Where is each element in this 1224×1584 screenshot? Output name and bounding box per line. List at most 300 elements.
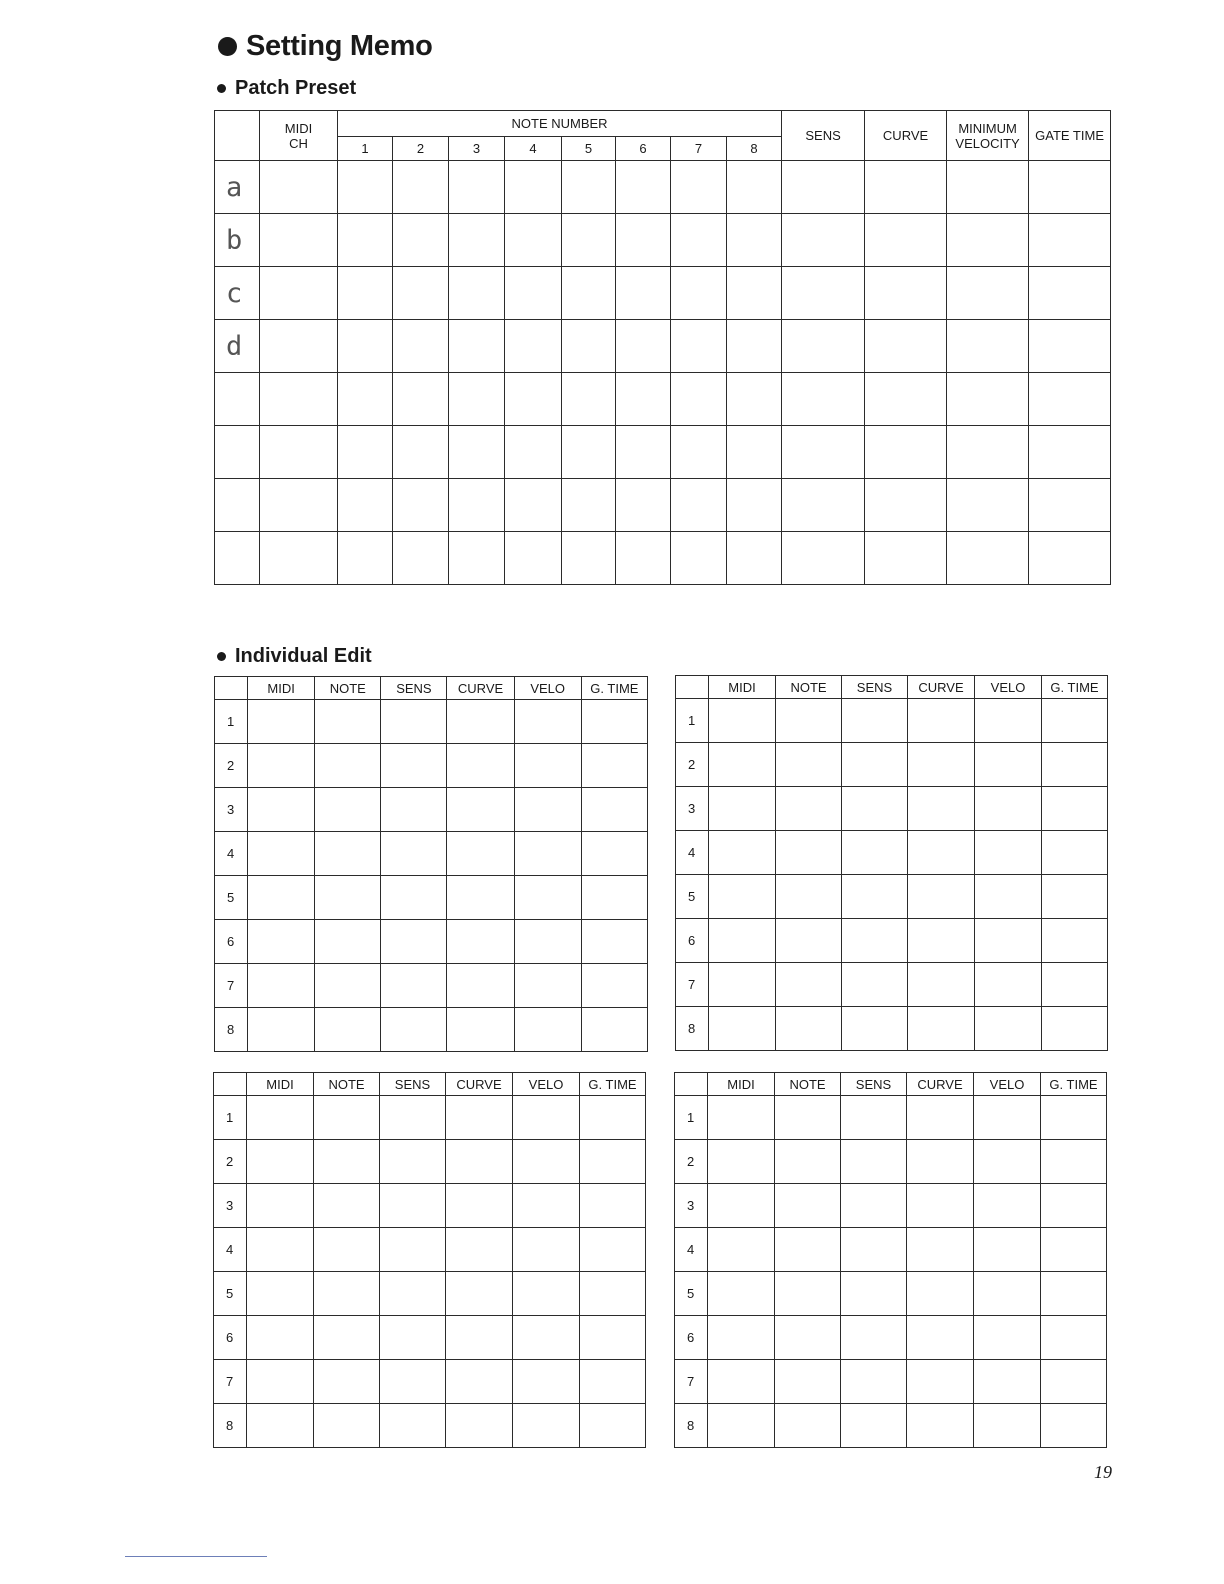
- entry-cell[interactable]: [775, 1360, 841, 1404]
- entry-cell[interactable]: [1041, 1316, 1107, 1360]
- entry-cell[interactable]: [908, 743, 975, 787]
- entry-cell[interactable]: [446, 1096, 513, 1140]
- entry-cell[interactable]: [907, 1228, 974, 1272]
- entry-cell[interactable]: [782, 320, 865, 373]
- entry-cell[interactable]: [514, 744, 581, 788]
- entry-cell[interactable]: [581, 832, 647, 876]
- entry-cell[interactable]: [393, 320, 449, 373]
- entry-cell[interactable]: [708, 1184, 775, 1228]
- entry-cell[interactable]: [248, 964, 315, 1008]
- entry-cell[interactable]: [562, 161, 616, 214]
- entry-cell[interactable]: [908, 699, 975, 743]
- entry-cell[interactable]: [709, 919, 776, 963]
- entry-cell[interactable]: [708, 1228, 775, 1272]
- entry-cell[interactable]: [1041, 1228, 1107, 1272]
- entry-cell[interactable]: [315, 920, 381, 964]
- entry-cell[interactable]: [776, 699, 842, 743]
- entry-cell[interactable]: [709, 1007, 776, 1051]
- entry-cell[interactable]: [947, 161, 1029, 214]
- entry-cell[interactable]: [260, 320, 338, 373]
- entry-cell[interactable]: [1029, 320, 1111, 373]
- entry-cell[interactable]: [314, 1096, 380, 1140]
- entry-cell[interactable]: [505, 161, 562, 214]
- entry-cell[interactable]: [865, 214, 947, 267]
- entry-cell[interactable]: [393, 373, 449, 426]
- entry-cell[interactable]: [907, 1272, 974, 1316]
- entry-cell[interactable]: [260, 532, 338, 585]
- entry-cell[interactable]: [514, 788, 581, 832]
- entry-cell[interactable]: [1029, 267, 1111, 320]
- entry-cell[interactable]: [776, 831, 842, 875]
- entry-cell[interactable]: [947, 214, 1029, 267]
- entry-cell[interactable]: [974, 1360, 1041, 1404]
- entry-cell[interactable]: [727, 214, 782, 267]
- entry-cell[interactable]: [776, 1007, 842, 1051]
- entry-cell[interactable]: [709, 699, 776, 743]
- entry-cell[interactable]: [782, 479, 865, 532]
- entry-cell[interactable]: [947, 426, 1029, 479]
- entry-cell[interactable]: [381, 700, 447, 744]
- entry-cell[interactable]: [975, 919, 1042, 963]
- entry-cell[interactable]: [248, 700, 315, 744]
- entry-cell[interactable]: [865, 161, 947, 214]
- entry-cell[interactable]: [338, 373, 393, 426]
- footer-rule: [125, 1556, 267, 1557]
- entry-cell[interactable]: [776, 963, 842, 1007]
- entry-cell[interactable]: [446, 1228, 513, 1272]
- entry-cell[interactable]: [505, 426, 562, 479]
- entry-cell[interactable]: [865, 479, 947, 532]
- entry-cell[interactable]: [671, 373, 727, 426]
- entry-cell[interactable]: [842, 875, 908, 919]
- entry-cell[interactable]: [581, 744, 647, 788]
- entry-cell[interactable]: [446, 1360, 513, 1404]
- entry-cell[interactable]: [446, 1272, 513, 1316]
- entry-cell[interactable]: [727, 267, 782, 320]
- entry-cell[interactable]: [513, 1272, 580, 1316]
- entry-cell[interactable]: [1029, 479, 1111, 532]
- entry-cell[interactable]: [842, 919, 908, 963]
- entry-cell[interactable]: [380, 1404, 446, 1448]
- entry-cell[interactable]: [1029, 214, 1111, 267]
- entry-cell[interactable]: [907, 1140, 974, 1184]
- entry-cell[interactable]: [315, 788, 381, 832]
- entry-cell[interactable]: [380, 1316, 446, 1360]
- entry-cell[interactable]: [315, 964, 381, 1008]
- entry-cell[interactable]: [841, 1096, 907, 1140]
- entry-cell[interactable]: [338, 479, 393, 532]
- entry-cell[interactable]: [393, 479, 449, 532]
- entry-cell[interactable]: [513, 1096, 580, 1140]
- entry-cell[interactable]: [260, 426, 338, 479]
- entry-cell[interactable]: [1042, 875, 1108, 919]
- entry-cell[interactable]: [513, 1316, 580, 1360]
- entry-cell[interactable]: [514, 920, 581, 964]
- entry-cell[interactable]: [671, 267, 727, 320]
- entry-cell[interactable]: [671, 479, 727, 532]
- entry-cell[interactable]: [315, 744, 381, 788]
- entry-cell[interactable]: [580, 1360, 646, 1404]
- entry-cell[interactable]: [505, 532, 562, 585]
- entry-cell[interactable]: [1041, 1360, 1107, 1404]
- entry-cell[interactable]: [616, 214, 671, 267]
- entry-cell[interactable]: [1029, 161, 1111, 214]
- entry-cell[interactable]: [505, 320, 562, 373]
- entry-cell[interactable]: [616, 373, 671, 426]
- entry-cell[interactable]: [841, 1316, 907, 1360]
- entry-cell[interactable]: [1042, 963, 1108, 1007]
- entry-cell[interactable]: [314, 1228, 380, 1272]
- entry-cell[interactable]: [449, 161, 505, 214]
- entry-cell[interactable]: [447, 832, 514, 876]
- entry-cell[interactable]: [782, 214, 865, 267]
- entry-cell[interactable]: [380, 1228, 446, 1272]
- entry-cell[interactable]: [671, 161, 727, 214]
- entry-cell[interactable]: [841, 1140, 907, 1184]
- entry-cell[interactable]: [580, 1316, 646, 1360]
- entry-cell[interactable]: [338, 267, 393, 320]
- entry-cell[interactable]: [260, 373, 338, 426]
- entry-cell[interactable]: [975, 699, 1042, 743]
- entry-cell[interactable]: [947, 532, 1029, 585]
- entry-cell[interactable]: [380, 1096, 446, 1140]
- entry-cell[interactable]: [841, 1228, 907, 1272]
- entry-cell[interactable]: [562, 479, 616, 532]
- entry-cell[interactable]: [315, 700, 381, 744]
- entry-cell[interactable]: [1029, 532, 1111, 585]
- entry-cell[interactable]: [381, 964, 447, 1008]
- entry-cell[interactable]: [947, 479, 1029, 532]
- entry-cell[interactable]: [393, 267, 449, 320]
- entry-cell[interactable]: [865, 373, 947, 426]
- entry-cell[interactable]: [248, 920, 315, 964]
- entry-cell[interactable]: [776, 743, 842, 787]
- entry-cell[interactable]: [775, 1404, 841, 1448]
- entry-cell[interactable]: [562, 320, 616, 373]
- entry-cell[interactable]: [975, 1007, 1042, 1051]
- entry-cell[interactable]: [975, 875, 1042, 919]
- entry-cell[interactable]: [907, 1184, 974, 1228]
- entry-cell[interactable]: [907, 1316, 974, 1360]
- entry-cell[interactable]: [841, 1404, 907, 1448]
- entry-cell[interactable]: [393, 532, 449, 585]
- entry-cell[interactable]: [449, 267, 505, 320]
- entry-cell[interactable]: [616, 161, 671, 214]
- entry-cell[interactable]: [708, 1272, 775, 1316]
- entry-cell[interactable]: [447, 744, 514, 788]
- entry-cell[interactable]: [947, 320, 1029, 373]
- entry-cell[interactable]: [908, 875, 975, 919]
- entry-cell[interactable]: [908, 963, 975, 1007]
- entry-cell[interactable]: [581, 920, 647, 964]
- entry-cell[interactable]: [775, 1184, 841, 1228]
- entry-cell[interactable]: [393, 214, 449, 267]
- entry-cell[interactable]: [449, 320, 505, 373]
- entry-cell[interactable]: [248, 744, 315, 788]
- entry-cell[interactable]: [1042, 1007, 1108, 1051]
- bullet-icon: [217, 84, 226, 93]
- entry-cell[interactable]: [580, 1228, 646, 1272]
- entry-cell[interactable]: [842, 963, 908, 1007]
- entry-cell[interactable]: [782, 373, 865, 426]
- entry-cell[interactable]: [381, 788, 447, 832]
- entry-cell[interactable]: [1042, 699, 1108, 743]
- entry-cell[interactable]: [513, 1360, 580, 1404]
- entry-cell[interactable]: [908, 831, 975, 875]
- entry-cell[interactable]: [708, 1360, 775, 1404]
- entry-cell[interactable]: [581, 700, 647, 744]
- entry-cell[interactable]: [314, 1184, 380, 1228]
- entry-cell[interactable]: [260, 161, 338, 214]
- entry-cell[interactable]: [974, 1272, 1041, 1316]
- entry-cell[interactable]: [380, 1272, 446, 1316]
- entry-cell[interactable]: [314, 1316, 380, 1360]
- entry-cell[interactable]: [775, 1316, 841, 1360]
- entry-cell[interactable]: [708, 1316, 775, 1360]
- entry-cell[interactable]: [708, 1140, 775, 1184]
- entry-cell[interactable]: [581, 1008, 647, 1052]
- entry-cell[interactable]: [841, 1184, 907, 1228]
- entry-cell[interactable]: [505, 214, 562, 267]
- entry-cell[interactable]: [260, 214, 338, 267]
- entry-cell[interactable]: [513, 1184, 580, 1228]
- entry-cell[interactable]: [315, 1008, 381, 1052]
- entry-cell[interactable]: [1041, 1096, 1107, 1140]
- entry-cell[interactable]: [505, 267, 562, 320]
- entry-cell[interactable]: [1042, 831, 1108, 875]
- entry-cell[interactable]: [616, 320, 671, 373]
- entry-cell[interactable]: [314, 1272, 380, 1316]
- entry-cell[interactable]: [580, 1272, 646, 1316]
- entry-cell[interactable]: [338, 214, 393, 267]
- entry-cell[interactable]: [247, 1096, 314, 1140]
- entry-cell[interactable]: [449, 426, 505, 479]
- entry-cell[interactable]: [842, 743, 908, 787]
- entry-cell[interactable]: [776, 875, 842, 919]
- entry-cell[interactable]: [581, 876, 647, 920]
- entry-cell[interactable]: [380, 1140, 446, 1184]
- entry-cell[interactable]: [505, 373, 562, 426]
- entry-cell[interactable]: [338, 426, 393, 479]
- entry-cell[interactable]: [775, 1096, 841, 1140]
- entry-cell[interactable]: [907, 1404, 974, 1448]
- entry-cell[interactable]: [449, 532, 505, 585]
- entry-cell[interactable]: [907, 1360, 974, 1404]
- entry-cell[interactable]: [975, 743, 1042, 787]
- entry-cell[interactable]: [580, 1140, 646, 1184]
- entry-cell[interactable]: [782, 161, 865, 214]
- entry-cell[interactable]: [727, 426, 782, 479]
- entry-cell[interactable]: [975, 963, 1042, 1007]
- entry-cell[interactable]: [247, 1228, 314, 1272]
- entry-cell[interactable]: [513, 1140, 580, 1184]
- entry-cell[interactable]: [381, 832, 447, 876]
- table-row: [675, 1228, 1107, 1272]
- entry-cell[interactable]: [842, 1007, 908, 1051]
- entry-cell[interactable]: [1029, 426, 1111, 479]
- entry-cell[interactable]: [580, 1096, 646, 1140]
- entry-cell[interactable]: [247, 1184, 314, 1228]
- entry-cell[interactable]: [908, 787, 975, 831]
- entry-cell[interactable]: [908, 919, 975, 963]
- entry-cell[interactable]: [616, 426, 671, 479]
- entry-cell[interactable]: [709, 875, 776, 919]
- entry-cell[interactable]: [505, 479, 562, 532]
- entry-cell[interactable]: [727, 479, 782, 532]
- entry-cell[interactable]: [907, 1096, 974, 1140]
- entry-cell[interactable]: [671, 532, 727, 585]
- entry-cell[interactable]: [782, 532, 865, 585]
- entry-cell[interactable]: [562, 267, 616, 320]
- entry-cell[interactable]: [947, 267, 1029, 320]
- entry-cell[interactable]: [975, 831, 1042, 875]
- entry-cell[interactable]: [338, 161, 393, 214]
- entry-cell[interactable]: [449, 373, 505, 426]
- entry-cell[interactable]: [393, 426, 449, 479]
- entry-cell[interactable]: [247, 1140, 314, 1184]
- entry-cell[interactable]: [842, 699, 908, 743]
- entry-cell[interactable]: [514, 832, 581, 876]
- entry-cell[interactable]: [1041, 1404, 1107, 1448]
- entry-cell[interactable]: [446, 1184, 513, 1228]
- entry-cell[interactable]: [616, 267, 671, 320]
- entry-cell[interactable]: [315, 832, 381, 876]
- entry-cell[interactable]: [1041, 1140, 1107, 1184]
- entry-cell[interactable]: [393, 161, 449, 214]
- entry-cell[interactable]: [865, 267, 947, 320]
- entry-cell[interactable]: [581, 964, 647, 1008]
- entry-cell[interactable]: [709, 787, 776, 831]
- entry-cell[interactable]: [975, 787, 1042, 831]
- entry-cell[interactable]: [841, 1360, 907, 1404]
- entry-cell[interactable]: [247, 1360, 314, 1404]
- entry-cell[interactable]: [315, 876, 381, 920]
- entry-cell[interactable]: [381, 876, 447, 920]
- entry-cell[interactable]: [247, 1404, 314, 1448]
- entry-cell[interactable]: [562, 373, 616, 426]
- entry-cell[interactable]: [449, 214, 505, 267]
- entry-cell[interactable]: [338, 320, 393, 373]
- entry-cell[interactable]: [865, 320, 947, 373]
- entry-cell[interactable]: [1042, 787, 1108, 831]
- entry-cell[interactable]: [380, 1360, 446, 1404]
- entry-cell[interactable]: [447, 1008, 514, 1052]
- entry-cell[interactable]: [775, 1272, 841, 1316]
- entry-cell[interactable]: [842, 787, 908, 831]
- entry-cell[interactable]: [260, 267, 338, 320]
- entry-cell[interactable]: [974, 1140, 1041, 1184]
- entry-cell[interactable]: [581, 788, 647, 832]
- entry-cell[interactable]: [1029, 373, 1111, 426]
- entry-cell[interactable]: [947, 373, 1029, 426]
- entry-cell[interactable]: [616, 532, 671, 585]
- entry-cell[interactable]: [381, 744, 447, 788]
- entry-cell[interactable]: [447, 876, 514, 920]
- entry-cell[interactable]: [248, 1008, 315, 1052]
- entry-cell[interactable]: [338, 532, 393, 585]
- entry-cell[interactable]: [513, 1228, 580, 1272]
- entry-cell[interactable]: [865, 426, 947, 479]
- entry-cell[interactable]: [247, 1272, 314, 1316]
- table-header-row: [675, 1073, 1107, 1096]
- entry-cell[interactable]: [260, 479, 338, 532]
- entry-cell[interactable]: [514, 1008, 581, 1052]
- entry-cell[interactable]: [842, 831, 908, 875]
- entry-cell[interactable]: [671, 320, 727, 373]
- entry-cell[interactable]: [709, 963, 776, 1007]
- entry-cell[interactable]: [446, 1404, 513, 1448]
- entry-cell[interactable]: [447, 964, 514, 1008]
- entry-cell[interactable]: [381, 1008, 447, 1052]
- entry-cell[interactable]: [841, 1272, 907, 1316]
- entry-cell[interactable]: [775, 1228, 841, 1272]
- entry-cell[interactable]: [782, 426, 865, 479]
- entry-cell[interactable]: [562, 532, 616, 585]
- entry-cell[interactable]: [1042, 919, 1108, 963]
- entry-cell[interactable]: [908, 1007, 975, 1051]
- entry-cell[interactable]: [248, 788, 315, 832]
- entry-cell[interactable]: [709, 831, 776, 875]
- entry-cell[interactable]: [776, 919, 842, 963]
- entry-cell[interactable]: [671, 214, 727, 267]
- entry-cell[interactable]: [314, 1140, 380, 1184]
- entry-cell[interactable]: [708, 1404, 775, 1448]
- entry-cell[interactable]: [446, 1316, 513, 1360]
- entry-cell[interactable]: [974, 1316, 1041, 1360]
- entry-cell[interactable]: [708, 1096, 775, 1140]
- entry-cell[interactable]: [727, 320, 782, 373]
- entry-cell[interactable]: [380, 1184, 446, 1228]
- entry-cell[interactable]: [616, 479, 671, 532]
- entry-cell[interactable]: [446, 1140, 513, 1184]
- entry-cell[interactable]: [974, 1228, 1041, 1272]
- entry-cell[interactable]: [1041, 1184, 1107, 1228]
- entry-cell[interactable]: [562, 426, 616, 479]
- entry-cell[interactable]: [562, 214, 616, 267]
- entry-cell[interactable]: [974, 1096, 1041, 1140]
- entry-cell[interactable]: [974, 1404, 1041, 1448]
- entry-cell[interactable]: [447, 700, 514, 744]
- entry-cell[interactable]: [449, 479, 505, 532]
- entry-cell[interactable]: [447, 920, 514, 964]
- entry-cell[interactable]: [727, 532, 782, 585]
- entry-cell[interactable]: [248, 876, 315, 920]
- entry-cell[interactable]: [314, 1404, 380, 1448]
- entry-cell[interactable]: [514, 700, 581, 744]
- entry-cell[interactable]: [709, 743, 776, 787]
- entry-cell[interactable]: [671, 426, 727, 479]
- entry-cell[interactable]: [580, 1404, 646, 1448]
- entry-cell[interactable]: [314, 1360, 380, 1404]
- entry-cell[interactable]: [1042, 743, 1108, 787]
- entry-cell[interactable]: [513, 1404, 580, 1448]
- entry-cell[interactable]: [782, 267, 865, 320]
- entry-cell[interactable]: [580, 1184, 646, 1228]
- entry-cell[interactable]: [776, 787, 842, 831]
- entry-cell[interactable]: [514, 876, 581, 920]
- entry-cell[interactable]: [974, 1184, 1041, 1228]
- entry-cell[interactable]: [247, 1316, 314, 1360]
- entry-cell[interactable]: [447, 788, 514, 832]
- entry-cell[interactable]: [727, 161, 782, 214]
- entry-cell[interactable]: [727, 373, 782, 426]
- entry-cell[interactable]: [248, 832, 315, 876]
- entry-cell[interactable]: [1041, 1272, 1107, 1316]
- entry-cell[interactable]: [514, 964, 581, 1008]
- entry-cell[interactable]: [865, 532, 947, 585]
- entry-cell[interactable]: [381, 920, 447, 964]
- entry-cell[interactable]: [775, 1140, 841, 1184]
